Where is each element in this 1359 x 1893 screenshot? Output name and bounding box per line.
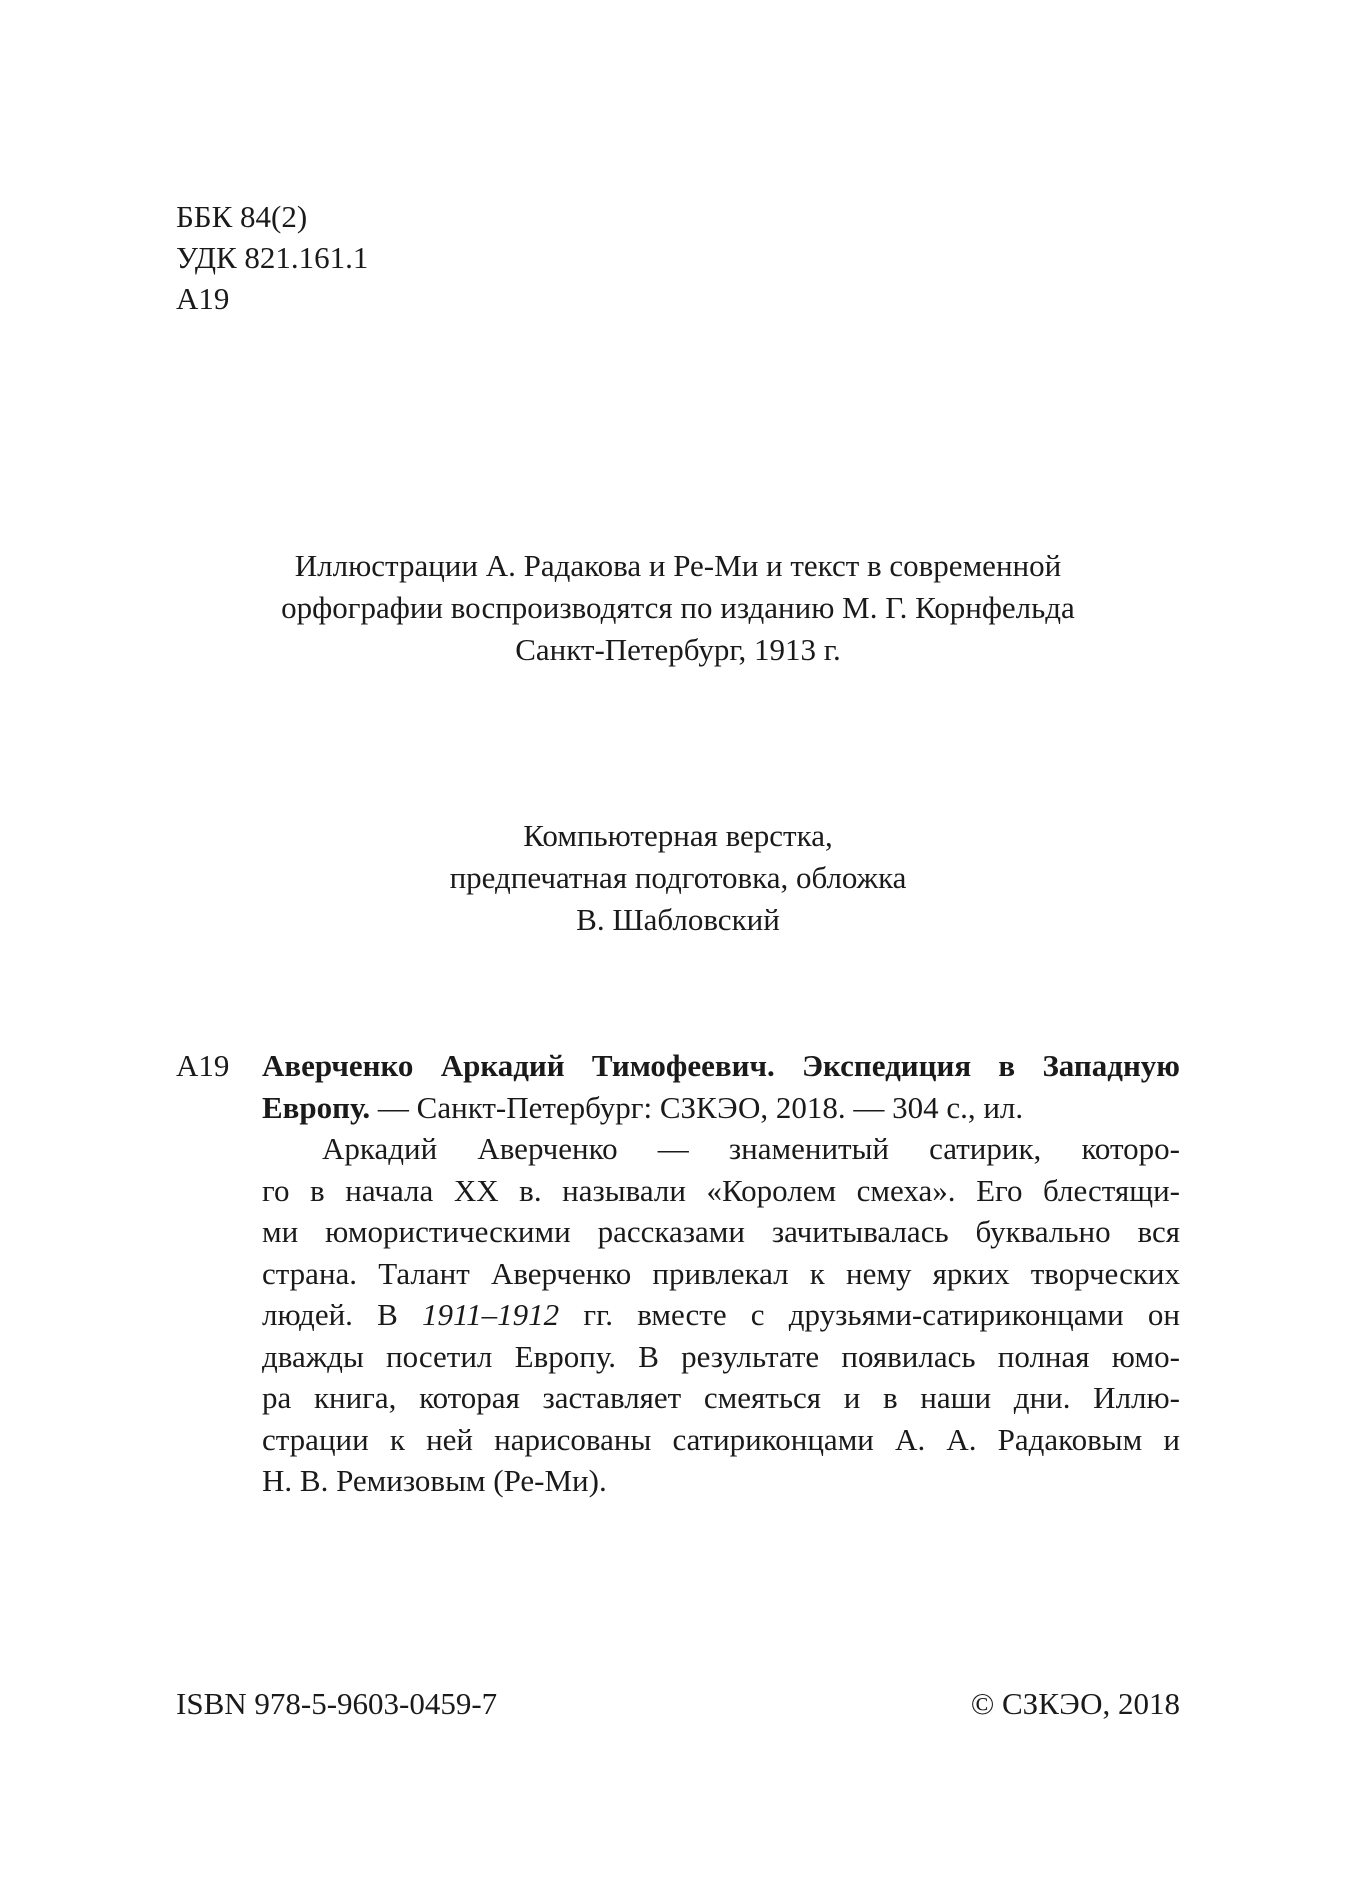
- illustrations-note: [176, 545, 1180, 671]
- record-title: Аверченко Аркадий Тимофеевич. Экспедиция в Западную Европу.: [262, 1048, 1180, 1125]
- annotation-text: гг. вместе с друзьями-сатириконцами он: [559, 1297, 1180, 1332]
- record-body: [262, 1045, 1180, 1502]
- annotation-line: страна. Талант Аверченко привлекал к нему ярких творческих: [262, 1255, 1180, 1291]
- annotation-line: го в начала XX в. называли «Королем смеха». Его блестящи-: [262, 1172, 1180, 1208]
- annotation-text: людей. В: [262, 1297, 422, 1332]
- annotation-line: Аркадий Аверченко — знаменитый сатирик, которо-: [322, 1131, 1180, 1166]
- illustrations-note-line: Санкт-Петербург, 1913 г.: [515, 632, 841, 667]
- record-headline: [262, 1045, 1180, 1128]
- annotation-line: дважды посетил Европу. В результате появилась полная юмо-: [262, 1338, 1180, 1374]
- annotation-line: ра книга, которая заставляет смеяться и в наши дни. Иллю-: [262, 1380, 1180, 1415]
- credits-line: предпечатная подготовка, обложка: [449, 860, 907, 895]
- bbk-code: ББК 84(2): [176, 199, 308, 234]
- credits-line: В. Шабловский: [576, 902, 780, 937]
- annotation-years: 1911–1912: [421, 1297, 560, 1332]
- annotation-line: [262, 1294, 1180, 1336]
- udk-code: УДК 821.161.1: [176, 240, 369, 275]
- annotation-line: Н. В. Ремизовым (Ре-Ми).: [262, 1463, 607, 1498]
- copyright: © СЗКЭО, 2018: [970, 1686, 1180, 1721]
- annotation-line: ми юмористическими рассказами зачитывалась буквально вся: [262, 1214, 1180, 1249]
- isbn: ISBN 978-5-9603-0459-7: [176, 1686, 498, 1721]
- illustrations-note-line: орфографии воспроизводятся по изданию М. Г. Корнфельда: [281, 590, 1075, 625]
- author-mark: А19: [176, 281, 230, 316]
- record-imprint: — Санкт-Петербург: СЗКЭО, 2018. — 304 с., ил.: [370, 1089, 1024, 1125]
- annotation-line: страции к ней нарисованы сатириконцами А. А. Радаковым и: [262, 1421, 1180, 1457]
- credits-line: Компьютерная верстка,: [523, 818, 833, 853]
- record-code: А19: [176, 1048, 230, 1083]
- bibliographic-record: [176, 1045, 1180, 1502]
- illustrations-note-line: Иллюстрации А. Радакова и Ре-Ми и текст в современной: [294, 548, 1062, 583]
- credits-note: [176, 815, 1180, 941]
- classification-codes: [176, 196, 368, 319]
